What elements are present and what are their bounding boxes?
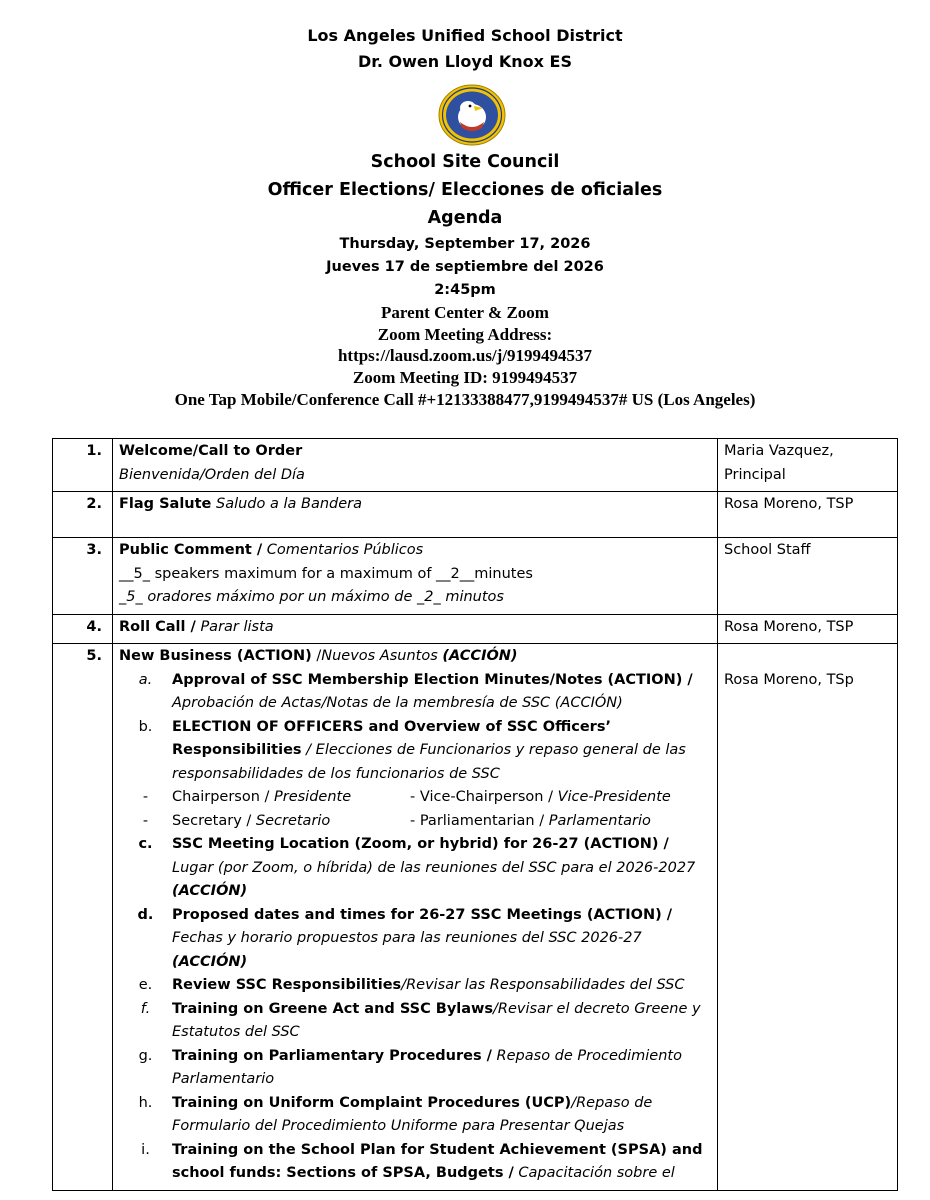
item-number: 3. bbox=[53, 538, 113, 615]
item-number: 4. bbox=[53, 614, 113, 644]
presenter-name: Maria Vazquez, bbox=[724, 443, 834, 459]
item-presenter bbox=[718, 439, 898, 492]
dash-marker: - bbox=[142, 812, 149, 829]
sub-marker: i. bbox=[141, 1141, 150, 1158]
item-title: Roll Call / bbox=[119, 618, 196, 635]
sub-title-es: Capacitación sobre el bbox=[513, 1165, 675, 1181]
sub-item-d bbox=[119, 904, 711, 975]
sub-title-es: Lugar (por Zoom, o híbrida) de las reuniones del SSC para el 2026-2027 bbox=[172, 859, 696, 876]
sub-marker: f. bbox=[140, 1000, 151, 1017]
officer-secretary-es: Secretario bbox=[255, 812, 331, 829]
sub-item-c bbox=[119, 833, 711, 904]
item-content bbox=[113, 538, 718, 615]
officer-chairperson: Chairperson / bbox=[172, 789, 274, 805]
sub-title-es: Fechas y horario propuestos para las reuniones del SSC 2026-27 bbox=[172, 930, 642, 946]
sub-marker: d. bbox=[137, 906, 154, 923]
officer-secretary: Secretary / bbox=[172, 812, 256, 829]
item-title: Public Comment / bbox=[119, 542, 263, 558]
sub-title: Training on Parliamentary Procedures / bbox=[172, 1047, 492, 1064]
meeting-date-en: Thursday, September 17, 2026 bbox=[339, 236, 591, 252]
sub-title: Proposed dates and times for 26-27 SSC Meetings (ACTION) / bbox=[172, 906, 673, 923]
meeting-location: Parent Center & Zoom bbox=[381, 303, 549, 322]
sub-title: Training on Uniform Complaint Procedures (UCP) bbox=[172, 1094, 572, 1111]
item-title: New Business (ACTION) bbox=[119, 648, 312, 664]
sub-item-h bbox=[119, 1092, 711, 1139]
item-title-es-action: (ACCIÓN) bbox=[442, 648, 518, 664]
zoom-meeting-id: Zoom Meeting ID: 9199494537 bbox=[352, 368, 578, 387]
school-seal-logo bbox=[438, 84, 506, 146]
sub-marker: c. bbox=[138, 836, 153, 852]
item-presenter: Rosa Moreno, TSP bbox=[718, 614, 898, 644]
sub-title: Training on the School Plan for Student Achievement (SPSA) and school funds: Sections of SPSA, Budgets / bbox=[172, 1141, 703, 1181]
presenter-role: Principal bbox=[724, 466, 786, 483]
sub-title-es-action: (ACCIÓN) bbox=[172, 883, 248, 899]
item-content bbox=[113, 614, 718, 644]
sub-title-es: Repaso de Procedimiento Parlamentario bbox=[172, 1047, 682, 1087]
item-presenter: Rosa Moreno, TSP bbox=[718, 492, 898, 538]
sub-title: Training on Greene Act and SSC Bylaws bbox=[172, 1000, 494, 1017]
table-row bbox=[53, 614, 898, 644]
title-separator: / bbox=[311, 648, 322, 664]
sub-title-es: /Revisar el decreto Greene y Estatutos del SSC bbox=[172, 1000, 701, 1040]
sub-marker: g. bbox=[138, 1047, 153, 1064]
sub-item-i bbox=[119, 1139, 711, 1186]
sub-item-f bbox=[119, 998, 711, 1045]
item-content bbox=[113, 644, 718, 1191]
item-content bbox=[113, 439, 718, 492]
zoom-address-label: Zoom Meeting Address: bbox=[377, 325, 553, 344]
item-title-es: Saludo a la Bandera bbox=[215, 496, 362, 512]
table-row bbox=[53, 492, 898, 538]
sub-title: ELECTION OF OFFICERS and Overview of SSC Officers’ Responsibilities bbox=[172, 718, 611, 758]
dash-marker: - bbox=[142, 789, 149, 805]
item-number: 2. bbox=[53, 492, 113, 538]
one-tap-mobile: One Tap Mobile/Conference Call #+12133388477,9199494537# US (Los Angeles) bbox=[174, 390, 756, 409]
council-title: School Site Council bbox=[370, 152, 560, 172]
sub-title-es: / Elecciones de Funcionarios y repaso general de las responsabilidades de los funcionarios de SSC bbox=[172, 742, 686, 782]
item-number: 1. bbox=[53, 439, 113, 492]
school-title: Dr. Owen Lloyd Knox ES bbox=[358, 52, 572, 71]
officer-vice-chair-es: Vice-Presidente bbox=[557, 789, 671, 805]
sub-marker: b. bbox=[138, 718, 153, 735]
sub-title-es: Aprobación de Actas/Notas de la membresía de SSC (ACCIÓN) bbox=[172, 695, 623, 711]
item-title-es: Comentarios Públicos bbox=[266, 542, 424, 558]
meeting-date-es: Jueves 17 de septiembre del 2026 bbox=[326, 259, 604, 275]
officer-parliamentarian-es: Parlamentario bbox=[548, 812, 651, 829]
sub-marker: a. bbox=[138, 671, 153, 688]
sub-item-a bbox=[119, 669, 711, 716]
meeting-time: 2:45pm bbox=[434, 282, 496, 298]
table-row bbox=[53, 538, 898, 615]
officer-line-1 bbox=[119, 786, 711, 810]
item-number: 5. bbox=[53, 644, 113, 1191]
sub-marker: e. bbox=[138, 977, 153, 993]
table-row bbox=[53, 644, 898, 1191]
item-title-es: Bienvenida/Orden del Día bbox=[119, 466, 305, 483]
item-title: Flag Salute bbox=[119, 496, 212, 512]
sub-title-es: /Revisar las Responsabilidades del SSC bbox=[401, 977, 685, 993]
sub-title: Review SSC Responsibilities bbox=[172, 977, 402, 993]
zoom-url[interactable]: https://lausd.zoom.us/j/9199494537 bbox=[337, 346, 593, 365]
elections-title: Officer Elections/ Elecciones de oficiales bbox=[267, 180, 663, 200]
officer-parliamentarian: - Parliamentarian / bbox=[410, 812, 549, 829]
table-row bbox=[53, 439, 898, 492]
district-title: Los Angeles Unified School District bbox=[307, 26, 623, 45]
officer-vice-chair: - Vice-Chairperson / bbox=[410, 789, 558, 805]
sub-item-b bbox=[119, 716, 711, 787]
agenda-title: Agenda bbox=[427, 208, 503, 228]
sub-title-es: /Repaso de Formulario del Procedimiento Uniforme para Presentar Quejas bbox=[172, 1094, 653, 1134]
item-content bbox=[113, 492, 718, 538]
item-title: Welcome/Call to Order bbox=[119, 443, 303, 459]
presenter-name: Rosa Moreno, TSp bbox=[724, 671, 854, 688]
speaker-limit-en: __5_ speakers maximum for a maximum of __2__minutes bbox=[119, 565, 533, 582]
sub-item-e bbox=[119, 974, 711, 998]
item-presenter: School Staff bbox=[718, 538, 898, 615]
agenda-table bbox=[52, 438, 898, 1191]
officer-line-2 bbox=[119, 810, 711, 834]
sub-title-es-action: (ACCIÓN) bbox=[172, 953, 248, 970]
officer-chairperson-es: Presidente bbox=[274, 789, 352, 805]
item-presenter bbox=[718, 644, 898, 1191]
speaker-limit-es: _5_ oradores máximo por un máximo de _2_ minutos bbox=[119, 589, 504, 605]
item-title-es: Parar lista bbox=[200, 618, 274, 635]
sub-title: SSC Meeting Location (Zoom, or hybrid) for 26-27 (ACTION) / bbox=[172, 836, 669, 852]
sub-marker: h. bbox=[138, 1094, 153, 1111]
item-title-es: Nuevos Asuntos bbox=[321, 648, 443, 664]
sub-title: Approval of SSC Membership Election Minutes/Notes (ACTION) / bbox=[172, 671, 693, 688]
sub-item-g bbox=[119, 1045, 711, 1092]
